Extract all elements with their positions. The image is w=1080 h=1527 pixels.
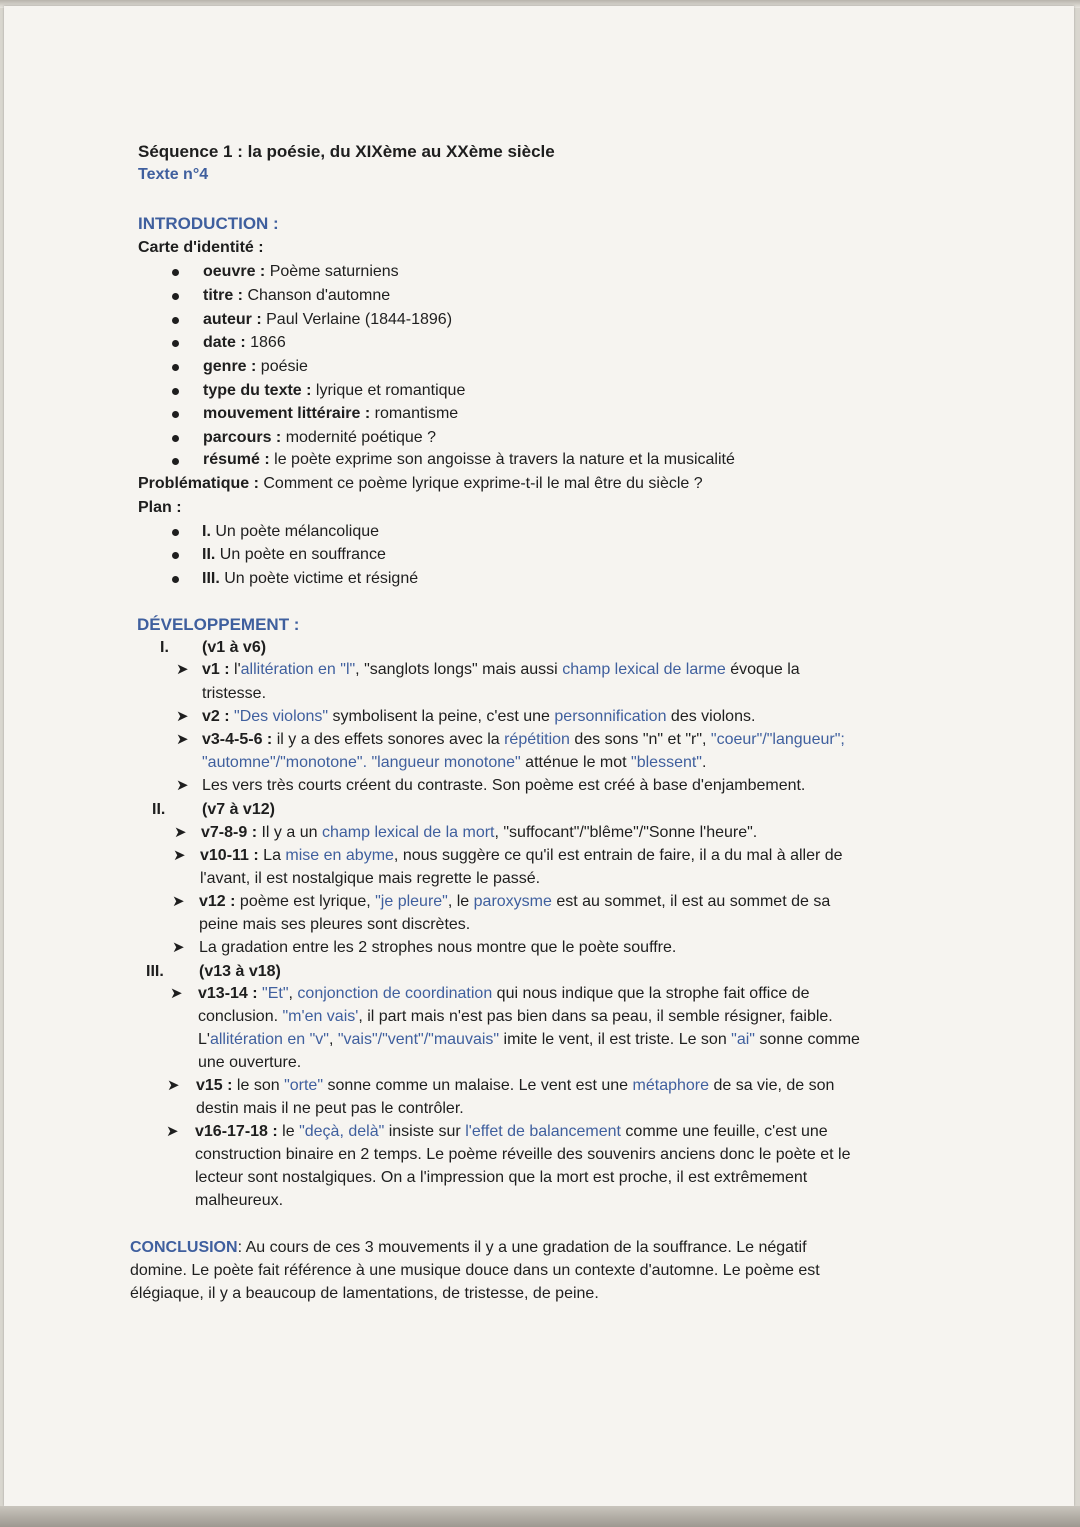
- highlight-span: métaphore: [632, 1077, 710, 1094]
- identity-item: [203, 333, 286, 353]
- verse-key: v15 :: [196, 1077, 233, 1094]
- analysis-line: [201, 823, 757, 843]
- plan-text: Un poète en souffrance: [219, 546, 386, 563]
- arrow-bullet-icon: ➤: [167, 1077, 180, 1094]
- bullet-icon: [172, 317, 179, 324]
- text-span: symbolisent la peine, c'est une: [328, 708, 555, 725]
- conclusion-heading: CONCLUSION: [130, 1239, 238, 1256]
- highlight-span: "m'en vais': [282, 1008, 359, 1025]
- bullet-icon: [172, 552, 179, 559]
- highlight-span: "deçà, delà": [299, 1123, 385, 1140]
- text-span: , "suffocant"/"blême"/"Sonne l'heure".: [494, 824, 758, 841]
- highlight-span: "Des violons": [234, 708, 329, 725]
- identity-label: titre :: [203, 287, 243, 304]
- text-span: comme une feuille, c'est une: [620, 1123, 828, 1140]
- bullet-icon: [172, 411, 179, 418]
- plan-item: [202, 545, 386, 565]
- highlight-span: "vais"/"vent"/"mauvais": [337, 1031, 500, 1048]
- text-span: L': [198, 1031, 210, 1048]
- arrow-bullet-icon: ➤: [176, 731, 189, 748]
- conclusion-line: domine. Le poète fait référence à une musique douce dans un contexte d'automne. Le poème est: [130, 1262, 820, 1279]
- identity-label: parcours :: [203, 429, 282, 446]
- text-span: l': [234, 661, 241, 678]
- text-span: atténue le mot: [520, 754, 632, 771]
- text-span: évoque la: [725, 661, 800, 678]
- identity-value: Poème saturniens: [269, 263, 399, 280]
- identity-value: Chanson d'automne: [247, 287, 391, 304]
- part-range: (v7 à v12): [202, 801, 275, 818]
- text-span: imite le vent, il est triste. Le son: [499, 1031, 732, 1048]
- verse-key: v3-4-5-6 :: [202, 731, 273, 748]
- identity-label: type du texte :: [203, 382, 312, 399]
- analysis-line: [196, 1076, 834, 1096]
- highlight-span: l'effet de balancement: [465, 1123, 621, 1140]
- highlight-span: allitération en "v": [209, 1031, 329, 1048]
- arrow-bullet-icon: ➤: [174, 824, 187, 841]
- problematique-text: Comment ce poème lyrique exprime-t-il le mal être du siècle ?: [263, 475, 703, 492]
- text-span: insiste sur: [384, 1123, 466, 1140]
- text-span: .: [701, 754, 707, 771]
- text-span: le: [282, 1123, 300, 1140]
- arrow-bullet-icon: ➤: [176, 777, 189, 794]
- analysis-line: [202, 707, 755, 727]
- text-span: des sons "n" et "r",: [569, 731, 711, 748]
- problematique-label: Problématique :: [138, 475, 259, 492]
- highlight-span: champ lexical de la mort: [321, 824, 495, 841]
- plan-text: Un poète victime et résigné: [224, 570, 419, 587]
- verse-key: v16-17-18 :: [195, 1123, 278, 1140]
- analysis-line: [198, 1030, 860, 1050]
- text-span: des violons.: [666, 708, 756, 725]
- part-range: (v1 à v6): [202, 639, 267, 656]
- bullet-icon: [172, 364, 179, 371]
- identity-value: Paul Verlaine (1844-1896): [266, 311, 453, 328]
- analysis-line: destin mais il ne peut pas le contrôler.: [196, 1100, 464, 1117]
- highlight-span: mise en abyme: [285, 847, 394, 864]
- conclusion-line: [130, 1238, 807, 1258]
- sequence-subject: la poésie, du XIXème au XXème siècle: [247, 142, 555, 161]
- highlight-span: champ lexical de larme: [562, 661, 726, 678]
- analysis-line: construction binaire en 2 temps. Le poème réveille des souvenirs anciens donc le poète et le: [195, 1146, 851, 1163]
- text-span: : Au cours de ces 3 mouvements il y a une gradation de la souffrance. Le négatif: [237, 1239, 807, 1256]
- analysis-line: La gradation entre les 2 strophes nous montre que le poète souffre.: [199, 939, 677, 956]
- bullet-icon: [172, 269, 179, 276]
- text-span: ,: [328, 1031, 338, 1048]
- bullet-icon: [172, 435, 179, 442]
- identity-item: [203, 262, 399, 282]
- text-span: est au sommet, il est au sommet de sa: [551, 893, 831, 910]
- text-span: sonne comme un malaise. Le vent est une: [323, 1077, 633, 1094]
- analysis-line: Les vers très courts créent du contraste. Son poème est créé à base d'enjambement.: [202, 777, 806, 794]
- text-span: , il part mais n'est pas bien dans sa peau, il semble résigner, faible.: [358, 1008, 833, 1025]
- text-span: sonne comme: [754, 1031, 860, 1048]
- intro-heading: INTRODUCTION :: [138, 214, 279, 233]
- plan-item: [202, 522, 379, 542]
- text-span: il y a des effets sonores avec la: [276, 731, 505, 748]
- verse-key: v10-11 :: [200, 847, 259, 864]
- sequence-label: Séquence 1 :: [138, 142, 243, 161]
- conclusion-line: élégiaque, il y a beaucoup de lamentations, de tristesse, de peine.: [130, 1285, 599, 1302]
- identity-item: [203, 428, 436, 448]
- identity-label: oeuvre :: [203, 263, 266, 280]
- bullet-icon: [172, 529, 179, 536]
- analysis-line: lecteur sont nostalgiques. On a l'impression que la mort est proche, il est extrêmement: [195, 1169, 808, 1186]
- identity-value: romantisme: [374, 405, 459, 422]
- verse-key: v12 :: [199, 893, 236, 910]
- analysis-line: [195, 1122, 828, 1142]
- verse-key: v13-14 :: [198, 985, 258, 1002]
- text-number: Texte n°4: [138, 166, 209, 183]
- scan-bottom-edge: [0, 1506, 1080, 1527]
- text-span: de sa vie, de son: [709, 1077, 835, 1094]
- identity-item: [203, 310, 452, 330]
- highlight-span: répétition: [504, 731, 570, 748]
- arrow-bullet-icon: ➤: [172, 893, 185, 910]
- identity-value: poésie: [260, 358, 308, 375]
- highlight-span: "Et": [262, 985, 289, 1002]
- identity-value: modernité poétique ?: [285, 429, 437, 446]
- text-span: Il y a un: [261, 824, 322, 841]
- arrow-bullet-icon: ➤: [176, 708, 189, 725]
- analysis-line: [198, 984, 810, 1004]
- analysis-line: [199, 892, 830, 912]
- highlight-span: "automne"/"monotone". "langueur monotone": [202, 754, 521, 771]
- verse-key: v1 :: [202, 661, 230, 678]
- identity-item: [203, 404, 458, 424]
- analysis-line: [202, 730, 845, 750]
- highlight-span: "coeur"/"langueur";: [710, 731, 845, 748]
- identity-label: date :: [203, 334, 246, 351]
- part-number: I.: [160, 639, 169, 656]
- text-span: , le: [447, 893, 474, 910]
- text-span: poème est lyrique,: [239, 893, 376, 910]
- text-span: conclusion.: [198, 1008, 283, 1025]
- arrow-bullet-icon: ➤: [166, 1123, 179, 1140]
- identity-value: 1866: [250, 334, 286, 351]
- identity-item: [203, 450, 735, 470]
- plan-number: III.: [202, 570, 220, 587]
- plan-item: [202, 569, 418, 589]
- analysis-line: [200, 846, 843, 866]
- plan-number: I.: [202, 523, 211, 540]
- bullet-icon: [172, 388, 179, 395]
- highlight-span: "ai": [731, 1031, 755, 1048]
- highlight-span: conjonction de coordination: [297, 985, 493, 1002]
- analysis-line: malheureux.: [195, 1192, 284, 1209]
- highlight-span: "orte": [284, 1077, 323, 1094]
- identity-label: genre :: [203, 358, 257, 375]
- arrow-bullet-icon: ➤: [170, 985, 183, 1002]
- identity-value: lyrique et romantique: [315, 382, 466, 399]
- highlight-span: "blessent": [631, 754, 702, 771]
- identity-card-heading: Carte d'identité :: [138, 239, 264, 256]
- highlight-span: allitération en "l": [240, 661, 356, 678]
- arrow-bullet-icon: ➤: [173, 847, 186, 864]
- plan-heading: Plan :: [138, 499, 182, 516]
- plan-number: II.: [202, 546, 216, 563]
- identity-item: [203, 286, 390, 306]
- highlight-span: paroxysme: [473, 893, 552, 910]
- text-span: , "sanglots longs" mais aussi: [355, 661, 563, 678]
- bullet-icon: [172, 293, 179, 300]
- development-heading: DÉVELOPPEMENT :: [137, 615, 300, 634]
- verse-key: v7-8-9 :: [201, 824, 258, 841]
- text-span: , nous suggère ce qu'il est entrain de faire, il a du mal à aller de: [393, 847, 843, 864]
- identity-item: [203, 357, 308, 377]
- plan-text: Un poète mélancolique: [215, 523, 380, 540]
- part-number: II.: [152, 801, 166, 818]
- analysis-line: [202, 660, 800, 680]
- analysis-line: [198, 1007, 833, 1027]
- highlight-span: "je pleure": [375, 893, 448, 910]
- analysis-line: peine mais ses pleures sont discrètes.: [199, 916, 471, 933]
- part-number: III.: [146, 963, 164, 980]
- analysis-line: [202, 753, 706, 773]
- arrow-bullet-icon: ➤: [172, 939, 185, 956]
- identity-label: auteur :: [203, 311, 262, 328]
- bullet-icon: [172, 340, 179, 347]
- text-span: La: [263, 847, 286, 864]
- identity-label: résumé :: [203, 451, 270, 468]
- problematique: [138, 474, 703, 494]
- bullet-icon: [172, 458, 179, 465]
- analysis-line: l'avant, il est nostalgique mais regrette le passé.: [200, 870, 541, 887]
- arrow-bullet-icon: ➤: [176, 661, 189, 678]
- text-span: le son: [236, 1077, 285, 1094]
- sequence-title: [138, 142, 555, 162]
- highlight-span: personnification: [554, 708, 667, 725]
- identity-item: [203, 381, 465, 401]
- verse-key: v2 :: [202, 708, 230, 725]
- text-span: qui nous indique que la strophe fait office de: [492, 985, 810, 1002]
- text-span: ,: [288, 985, 298, 1002]
- identity-value: le poète exprime son angoisse à travers la nature et la musicalité: [274, 451, 735, 468]
- bullet-icon: [172, 576, 179, 583]
- part-range: (v13 à v18): [199, 963, 281, 980]
- identity-label: mouvement littéraire :: [203, 405, 371, 422]
- analysis-line: une ouverture.: [198, 1054, 302, 1071]
- analysis-line: tristesse.: [202, 685, 267, 702]
